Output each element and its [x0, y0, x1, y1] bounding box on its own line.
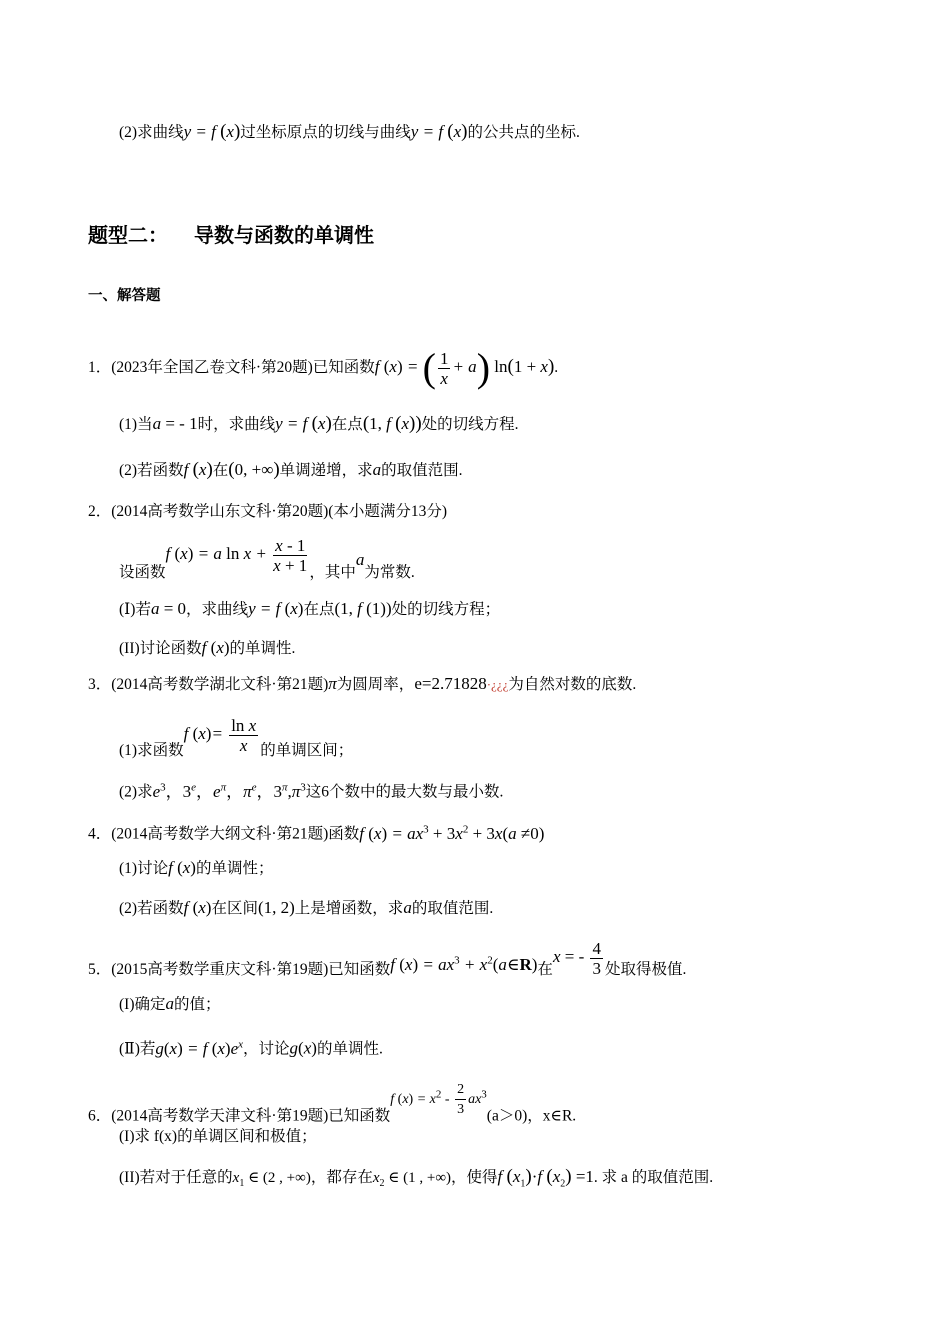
q2-ii-a: (II)讨论函数	[119, 640, 202, 657]
q3-source: (2014高考数学湖北文科·第21题)	[111, 676, 329, 693]
q6-source: (2014高考数学天津文科·第19题)已知函数	[111, 1107, 391, 1125]
q5-at: 在	[537, 961, 553, 978]
q3-p2-b: 这6个数中的最大数与最小数.	[305, 783, 504, 801]
q1-part2	[119, 459, 463, 482]
q5-number: 5．	[88, 961, 112, 978]
section-title-a: 题型二：	[88, 223, 168, 247]
q3-part1	[119, 710, 353, 775]
q6-formula: f $(x) = x^2$ - $\frac{2}{3}$ $ax^3$	[390, 1081, 487, 1117]
q2-i-d: 处的切线方程；	[391, 601, 501, 618]
q1-number: 1．	[88, 359, 112, 376]
q5-gx: g(x)	[289, 1038, 317, 1058]
q5-formula: f $(x) = ax^3$ + $x^2(a\in R)$	[390, 954, 538, 974]
q4-fx: f (x)	[168, 858, 196, 877]
q4-part2	[119, 897, 493, 920]
q1-point: (1, f (x))	[362, 413, 422, 434]
q5-ii-c: 的单调性.	[316, 1040, 383, 1058]
q3-formula: f (x)= $\frac{\text{ln x}}{x}$	[183, 715, 257, 755]
q2-setup-c: 为常数.	[364, 564, 415, 581]
q6-part1	[119, 1126, 317, 1148]
q2-point: (1, f (1))	[334, 599, 392, 618]
q3-pi-text: 为圆周率，	[336, 676, 415, 693]
q1-part1	[119, 413, 519, 436]
q1-p1-b: 时，求曲线	[197, 416, 276, 433]
q1-curve: y = f (x)	[275, 413, 332, 434]
q2-number: 2．	[88, 503, 112, 520]
q6-number: 6．	[88, 1107, 112, 1125]
q2-formula: f (x) = a ln x + $\frac{x - 1}{x + 1}$	[165, 535, 308, 575]
q3-part2	[119, 776, 503, 804]
q4-a: a	[403, 898, 412, 917]
q4-p1-b: 的单调性；	[195, 860, 274, 877]
q4-interval: (1, 2)	[257, 898, 295, 917]
q5-part1	[119, 993, 221, 1016]
q4-number: 4．	[88, 825, 112, 843]
q2-setup-b: ，其中	[309, 564, 356, 581]
q1-source: (2023年全国乙卷文科·第20题)已知函数	[111, 359, 375, 376]
section-subtitle: 一、解答题	[88, 288, 161, 304]
prev-q2-suffix: 的公共点的坐标.	[467, 124, 580, 141]
q2-a-zero: a = 0	[150, 599, 187, 618]
prev-q2-line	[119, 121, 580, 144]
q4-formula: f $(x) = ax^3 + 3x^2 + 3x(a \ne 0)$	[359, 823, 545, 843]
q6-product: f $(x_1)\cdot f$ $(x_2) =1$	[497, 1166, 594, 1190]
q1-p1-a: (1)当	[119, 416, 153, 433]
q2-i-b: ，求曲线	[186, 601, 249, 618]
q1-interval: (0, +∞)	[228, 459, 280, 480]
section-title-b: 导数与函数的单调性	[194, 223, 374, 247]
q4-p1-a: (1)讨论	[119, 860, 169, 877]
q5-i-a: (I)确定	[119, 996, 166, 1013]
q4-part1	[119, 857, 273, 880]
q4-source: (2014高考数学大纲文科·第21题)函数	[111, 825, 360, 843]
q5-stem	[88, 934, 686, 993]
q5-part2	[119, 1033, 383, 1061]
q1-a: a	[372, 460, 382, 479]
q2-part2	[119, 637, 295, 660]
q2-fx: f (x)	[201, 638, 230, 657]
q5-source: (2015高考数学重庆文科·第19题)已知函数	[111, 961, 391, 978]
q3-e-garbled: ·¿¿¿	[486, 677, 509, 692]
q2-part1	[119, 598, 500, 621]
q1-p2-b: 在	[212, 462, 229, 479]
q6-ii-b: ，都存在	[310, 1169, 373, 1186]
q3-number: 3．	[88, 676, 112, 693]
q3-stem	[88, 673, 636, 696]
q5-i-b: 的值；	[174, 996, 221, 1013]
q5-ii-a: (Ⅱ)若	[119, 1040, 156, 1058]
pi-symbol: π	[328, 674, 337, 693]
q1-fx: f (x)	[183, 459, 213, 480]
section-title	[88, 219, 374, 248]
q3-p2-a: (2)求	[119, 783, 153, 801]
q1-p2-d: 的取值范围.	[381, 462, 463, 479]
q1-a-value: a = - 1	[152, 414, 198, 433]
q5-a: a	[165, 994, 174, 1013]
q4-p2-d: 的取值范围.	[411, 900, 494, 917]
q3-e-text: 为自然对数的底数.	[508, 676, 637, 693]
q6-ii-d: . 求 a 的取值范围.	[593, 1169, 714, 1186]
q3-e-value: e=2.71828	[414, 674, 487, 693]
q6-x2-range: $x_2$ ∈ (1 , +∞)	[372, 1170, 452, 1189]
q4-p2-b: 在区间	[211, 900, 258, 917]
q1-formula: f (x) = ( $\frac{1}{x}$ + a) ln(1 + x)	[374, 345, 555, 391]
q1-stem: 1．(2023年全国乙卷文科·第20题)已知函数f (x) = ( $\frac{1}{x}$ + a) ln(1 + x).	[88, 345, 559, 391]
q3-p1-b: 的单调区间；	[260, 742, 354, 759]
prev-q2-prefix: (2)求曲线	[119, 124, 184, 141]
q6-ii-a: (II)若对于任意的	[119, 1169, 233, 1186]
formula-curve: y = f (x)	[183, 121, 241, 142]
q1-p1-c: 在点	[331, 416, 363, 433]
q2-i-a: (Ⅰ)若	[119, 601, 151, 618]
q2-a: a	[355, 550, 365, 569]
q1-p2-c: 单调递增，求	[279, 462, 373, 479]
q3-p1-a: (1)求函数	[119, 742, 184, 759]
q4-p2-c: 上是增函数，求	[294, 900, 404, 917]
q6-condition: (a＞0)，x∈R.	[486, 1107, 577, 1125]
q5-x-value: x = - $\frac{4}{3}$	[552, 938, 601, 978]
prev-q2-mid: 过坐标原点的切线与曲线	[240, 124, 411, 141]
q6-i: (I)求 f(x)的单调区间和极值；	[119, 1128, 317, 1145]
q2-i-c: 在点	[303, 601, 335, 618]
formula-curve-2: y = f (x)	[410, 121, 468, 142]
q6-part2	[119, 1166, 713, 1195]
q2-stem	[88, 501, 447, 523]
q2-ii-b: 的单调性.	[229, 640, 296, 657]
q4-stem	[88, 818, 544, 846]
q5-ii-b: ，讨论	[243, 1040, 290, 1058]
q1-p1-d: 处的切线方程.	[421, 416, 519, 433]
q3-numbers: $e^3$，3e，$e^\pi$，$\pi^e$，$3^\pi,\pi^3$	[152, 781, 306, 801]
q4-p2-a: (2)若函数	[119, 900, 184, 917]
q5-gx-def: g(x) = f $(x)e^x$	[155, 1038, 244, 1058]
q1-p2-a: (2)若函数	[119, 462, 184, 479]
q6-x1-range: $x_1$ ∈ (2 , +∞)	[232, 1170, 311, 1189]
q2-setup-a: 设函数	[119, 564, 166, 581]
q2-curve: y = f (x)	[248, 599, 304, 618]
q6-ii-c: ，使得	[451, 1169, 498, 1186]
q2-setup	[119, 532, 415, 595]
q4-fx-2: f (x)	[183, 898, 212, 917]
q5-extreme: 处取得极值.	[604, 961, 687, 978]
q2-source: (2014高考数学山东文科·第20题)(本小题满分13分)	[111, 503, 448, 520]
